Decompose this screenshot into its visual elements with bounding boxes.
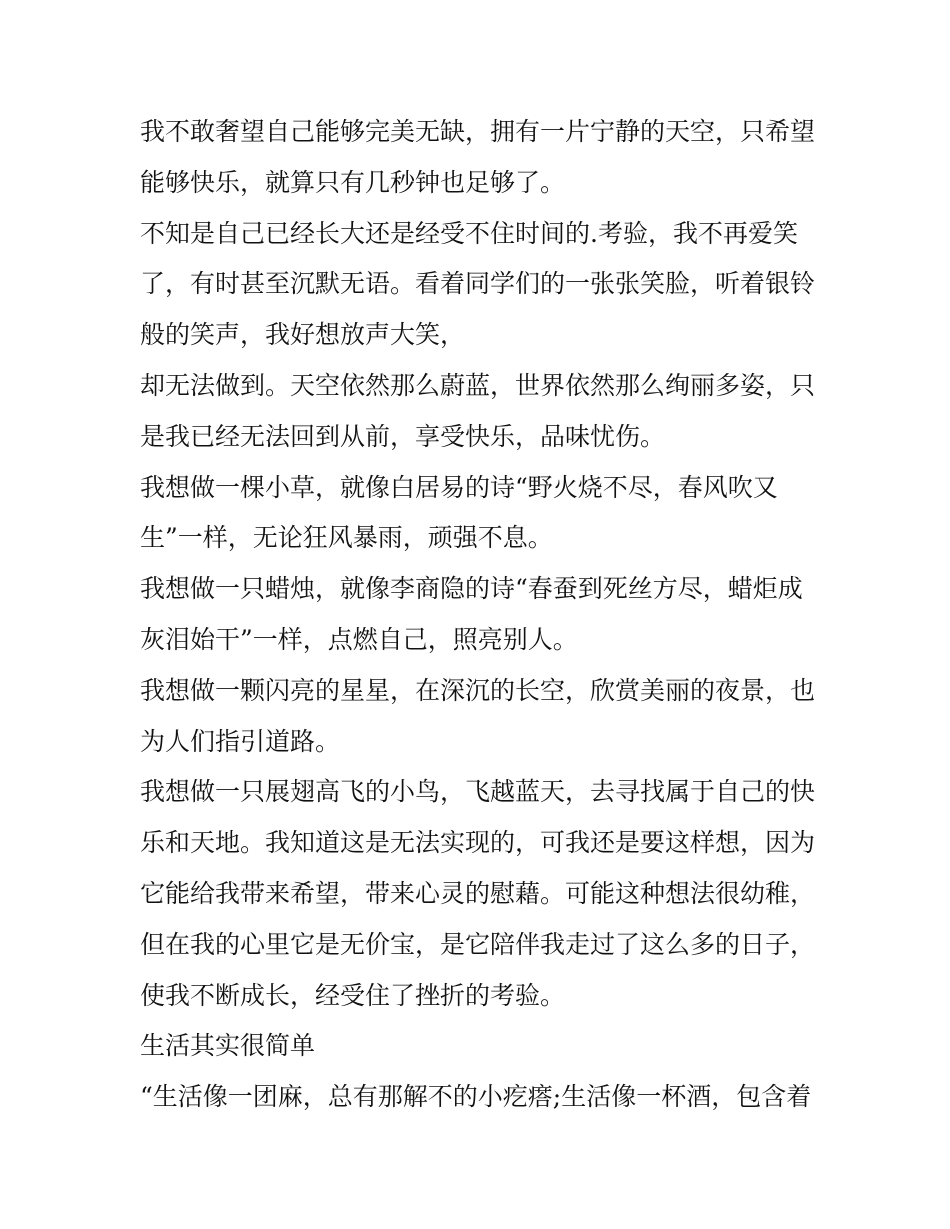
text-line-16: 它能给我带来希望，带来心灵的慰藉。可能这种想法很幼稚，: [140, 878, 816, 908]
text-line-7: 是我已经无法回到从前，享受快乐，品味忧伤。: [140, 421, 666, 451]
text-line-12: 我想做一颗闪亮的星星，在深沉的长空，欣赏美丽的夜景，也: [140, 675, 816, 705]
text-line-9: 生”一样，无论狂风暴雨，顽强不息。: [140, 523, 553, 553]
text-line-15: 乐和天地。我知道这是无法实现的，可我还是要这样想，因为: [140, 828, 816, 858]
document-body: [140, 107, 820, 1123]
text-line-14: 我想做一只展翅高飞的小鸟，飞越蓝天，去寻找属于自己的快: [140, 777, 816, 807]
text-line-4: 了，有时甚至沉默无语。看着同学们的一张张笑脸，听着银铃: [140, 269, 816, 299]
text-line-11: 灰泪始干”一样，点燃自己，照亮别人。: [140, 624, 578, 654]
text-line-18: 使我不断成长，经受住了挫折的考验。: [140, 980, 566, 1010]
text-line-5: 般的笑声，我好想放声大笑，: [140, 320, 466, 350]
text-line-8: 我想做一棵小草，就像白居易的诗“野火烧不尽，春风吹又: [140, 472, 778, 502]
section-heading: 生活其实很简单: [140, 1031, 316, 1061]
text-line-2: 能够快乐，就算只有几秒钟也足够了。: [140, 167, 566, 197]
text-line-10: 我想做一只蜡烛，就像李商隐的诗“春蚕到死丝方尽，蜡炬成: [140, 574, 803, 604]
text-line-1: 我不敢奢望自己能够完美无缺，拥有一片宁静的天空，只希望: [140, 117, 816, 146]
text-line-6: 却无法做到。天空依然那么蔚蓝，世界依然那么绚丽多姿，只: [140, 370, 816, 400]
text-line-3: 不知是自己已经长大还是经受不住时间的.考验，我不再爱笑: [140, 218, 798, 248]
text-line-17: 但在我的心里它是无价宝，是它陪伴我走过了这么多的日子，: [140, 929, 816, 959]
text-line-20: “生活像一团麻，总有那解不的小疙瘩;生活像一杯酒，包含着: [140, 1082, 812, 1112]
text-line-13: 为人们指引道路。: [140, 726, 341, 756]
